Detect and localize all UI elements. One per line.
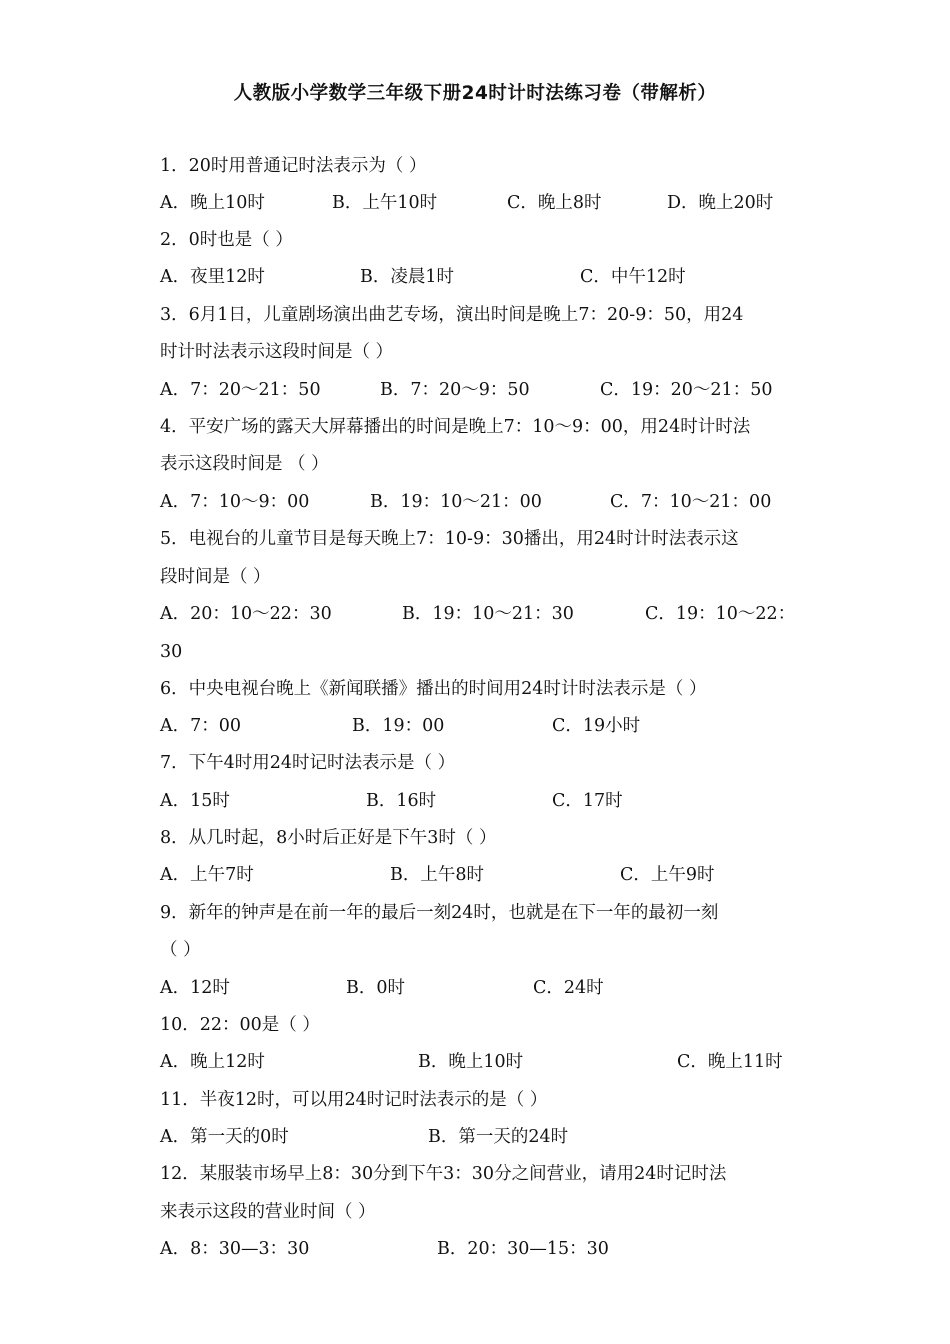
question-6-option-a: A．7：00 (160, 716, 242, 736)
question-4-stem-line-2: 表示这段时间是 （ ） (160, 454, 329, 474)
question-5-option-c: C．19：10～22： (645, 604, 796, 624)
question-2-option-c: C．中午12时 (580, 267, 686, 287)
question-1-stem: 1．20时用普通记时法表示为（ ） (160, 156, 427, 176)
question-6-stem: 6．中央电视台晚上《新闻联播》播出的时间用24时计时法表示是（ ） (160, 679, 707, 699)
question-6-option-b: B．19：00 (352, 716, 445, 736)
question-1-option-c: C．晚上8时 (507, 193, 602, 213)
question-5-option-c-continued: 30 (160, 642, 183, 662)
question-10-stem: 10．22：00是（ ） (160, 1015, 320, 1035)
question-2-option-b: B．凌晨1时 (360, 267, 454, 287)
question-11-option-b: B．第一天的24时 (428, 1127, 569, 1147)
question-2-option-a: A．夜里12时 (160, 267, 265, 287)
question-7-stem: 7．下午4时用24时记时法表示是（ ） (160, 753, 456, 773)
question-8-option-b: B．上午8时 (390, 865, 484, 885)
question-5-option-a: A．20：10～22：30 (160, 604, 332, 624)
question-3-stem-line-1: 3．6月1日，儿童剧场演出曲艺专场，演出时间是晚上7：20-9：50，用24 (160, 305, 744, 325)
question-4-option-c: C．7：10～21：00 (610, 492, 772, 512)
question-4-stem-line-1: 4．平安广场的露天大屏幕播出的时间是晚上7：10～9：00，用24时计时法 (160, 417, 751, 437)
question-12-option-b: B．20：30—15：30 (437, 1239, 609, 1259)
question-3-stem-line-2: 时计时法表示这段时间是（ ） (160, 342, 394, 362)
question-3-option-b: B．7：20～9：50 (380, 380, 530, 400)
question-5-stem-line-1: 5．电视台的儿童节目是每天晚上7：10-9：30播出，用24时计时法表示这 (160, 529, 739, 549)
question-7-option-a: A．15时 (160, 791, 230, 811)
question-11-option-a: A．第一天的0时 (160, 1127, 289, 1147)
question-1-option-d: D．晚上20时 (667, 193, 774, 213)
question-7-option-c: C．17时 (552, 791, 623, 811)
document-title: 人教版小学数学三年级下册24时计时法练习卷（带解析） (233, 83, 717, 104)
question-4-option-a: A．7：10～9：00 (160, 492, 310, 512)
question-4-option-b: B．19：10～21：00 (370, 492, 542, 512)
question-1-option-a: A．晚上10时 (160, 193, 265, 213)
question-10-option-a: A．晚上12时 (160, 1052, 265, 1072)
question-9-stem-line-2: （ ） (160, 940, 201, 960)
question-5-option-b: B．19：10～21：30 (402, 604, 574, 624)
question-10-option-c: C．晚上11时 (677, 1052, 783, 1072)
question-8-option-c: C．上午9时 (620, 865, 715, 885)
question-7-option-b: B．16时 (366, 791, 437, 811)
question-1-option-b: B．上午10时 (332, 193, 438, 213)
question-9-option-c: C．24时 (533, 978, 604, 998)
question-12-stem-line-2: 来表示这段的营业时间（ ） (160, 1202, 376, 1222)
question-3-option-c: C．19：20～21：50 (600, 380, 773, 400)
question-5-stem-line-2: 段时间是（ ） (160, 567, 271, 587)
question-9-stem-line-1: 9．新年的钟声是在前一年的最后一刻24时，也就是在下一年的最初一刻 (160, 903, 719, 923)
question-12-stem-line-1: 12．某服装市场早上8：30分到下午3：30分之间营业，请用24时记时法 (160, 1164, 727, 1184)
question-8-option-a: A．上午7时 (160, 865, 254, 885)
question-12-option-a: A．8：30—3：30 (160, 1239, 310, 1259)
question-11-stem: 11．半夜12时，可以用24时记时法表示的是（ ） (160, 1090, 548, 1110)
question-3-option-a: A．7：20～21：50 (160, 380, 321, 400)
question-8-stem: 8．从几时起，8小时后正好是下午3时（ ） (160, 828, 497, 848)
question-2-stem: 2．0时也是（ ） (160, 230, 293, 250)
question-10-option-b: B．晚上10时 (418, 1052, 524, 1072)
question-9-option-a: A．12时 (160, 978, 230, 998)
question-9-option-b: B．0时 (346, 978, 405, 998)
question-6-option-c: C．19小时 (552, 716, 641, 736)
